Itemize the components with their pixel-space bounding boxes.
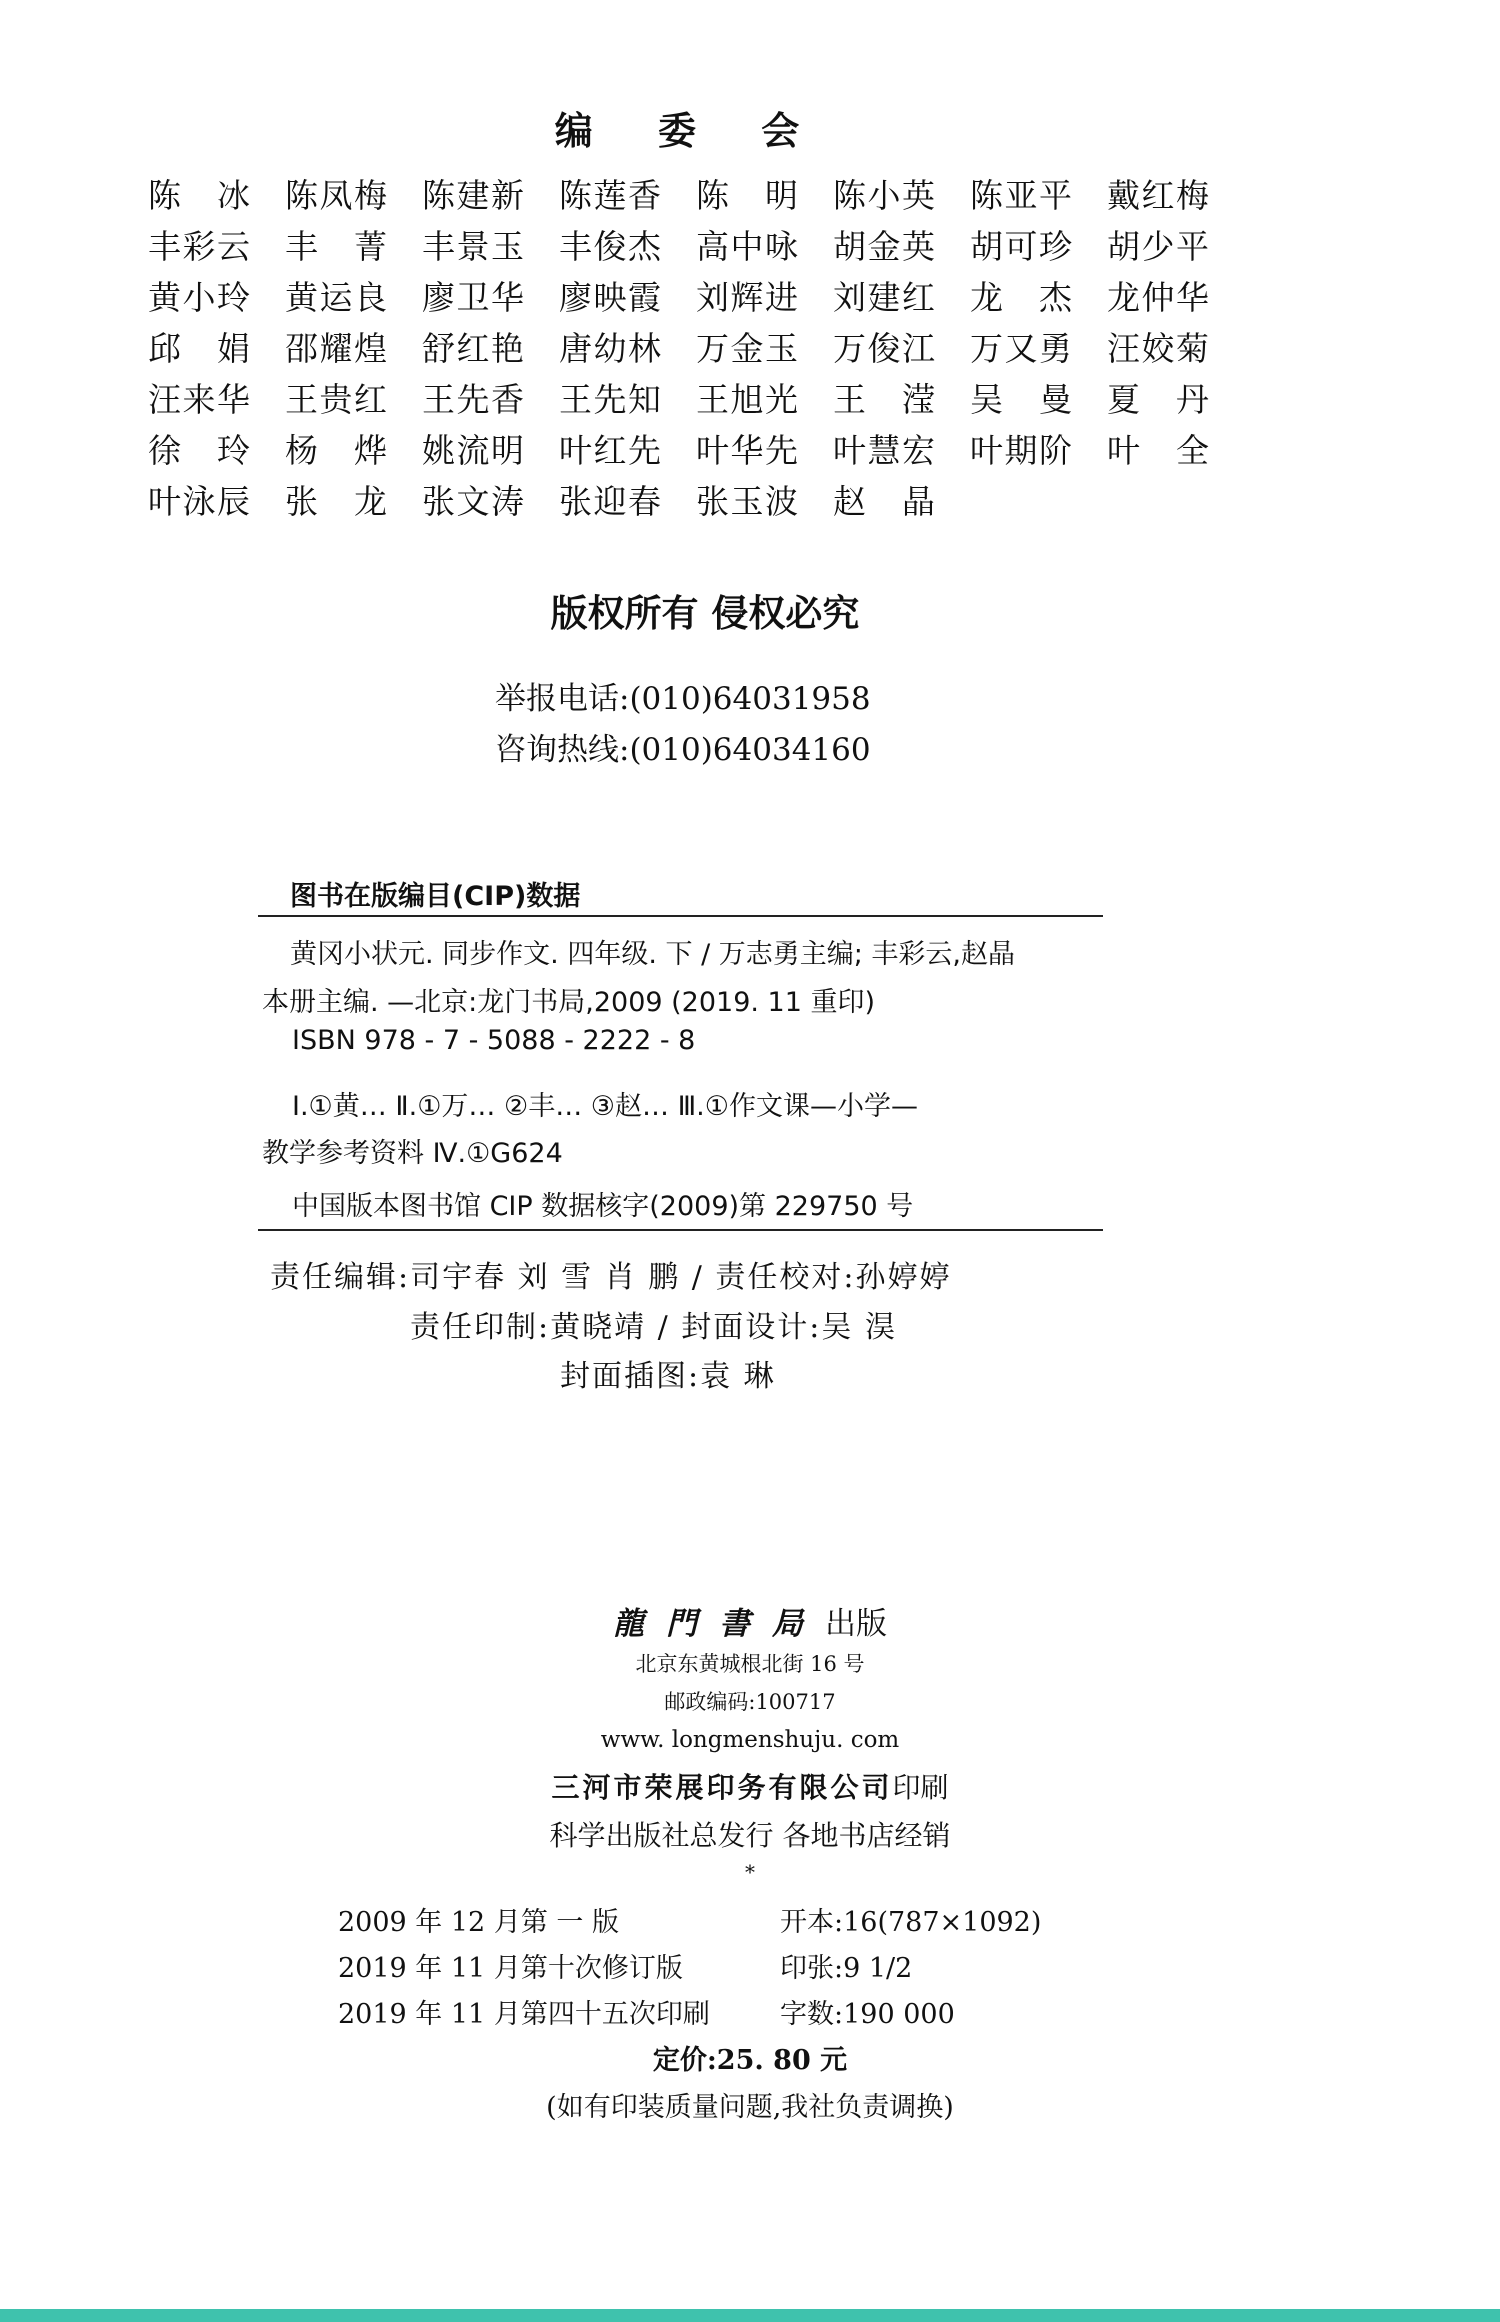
board-member: 叶期阶: [970, 431, 1072, 470]
price: 定价:25. 80 元: [652, 2045, 848, 2076]
board-member: 王先知: [559, 380, 661, 419]
board-member: 叶华先: [696, 431, 798, 470]
board-member: 胡可珍: [970, 227, 1072, 266]
printer-name: 三河市荣展印务有限公司: [551, 1771, 893, 1804]
board-member: 陈小英: [833, 176, 935, 215]
board-member: 张文涛: [422, 482, 524, 521]
board-member: 黄小玲: [148, 278, 250, 317]
consult-phone: 咨询热线:(010)64034160: [495, 732, 871, 768]
board-member: 丰俊杰: [559, 227, 661, 266]
board-member: 唐幼林: [559, 329, 661, 368]
board-member: 吴 曼: [970, 380, 1072, 419]
edition-first: 2009 年 12 月第 一 版: [338, 1907, 619, 1938]
board-member: 陈凤梅: [285, 176, 387, 215]
board-member: 汪来华: [148, 380, 250, 419]
board-member: 陈 冰: [148, 176, 250, 215]
publisher-postcode: 邮政编码:100717: [664, 1690, 836, 1714]
board-member: 赵 晶: [833, 482, 935, 521]
board-member: 丰彩云: [148, 227, 250, 266]
board-member: 姚流明: [422, 431, 524, 470]
board-member: 丰 菁: [285, 227, 387, 266]
cip-top-divider: [258, 915, 1103, 917]
board-member: 舒红艳: [422, 329, 524, 368]
distribution-line: 科学出版社总发行 各地书店经销: [549, 1819, 951, 1852]
board-member: 王先香: [422, 380, 524, 419]
board-member: 戴红梅: [1107, 176, 1209, 215]
printer-line: [0, 1766, 1500, 1806]
cip-line-isbn: ISBN 978 - 7 - 5088 - 2222 - 8: [292, 1025, 696, 1056]
board-member: 杨 烨: [285, 431, 387, 470]
board-member: 叶慧宏: [833, 431, 935, 470]
board-member: 夏 丹: [1107, 380, 1209, 419]
cip-title: 图书在版编目(CIP)数据: [290, 881, 581, 912]
staff-illustration: 封面插图:袁 琳: [560, 1359, 776, 1394]
board-member: 张 龙: [285, 482, 387, 521]
publisher-website: www. longmenshuju. com: [600, 1727, 900, 1753]
staff-printing-design: 责任印制:黄晓靖 / 封面设计:吴 淏: [410, 1310, 897, 1345]
board-member: 廖卫华: [422, 278, 524, 317]
copyright-notice: 版权所有 侵权必究: [550, 592, 860, 635]
board-member: 邵耀煌: [285, 329, 387, 368]
board-member: 胡金英: [833, 227, 935, 266]
board-member: 万俊江: [833, 329, 935, 368]
cip-bottom-divider: [258, 1229, 1103, 1231]
board-member: 叶泳辰: [148, 482, 250, 521]
edition-sheets: 印张:9 1/2: [780, 1953, 913, 1984]
board-member: 陈建新: [422, 176, 524, 215]
board-member: 张迎春: [559, 482, 661, 521]
cip-line-subjects: Ⅰ.①黄… Ⅱ.①万… ②丰… ③赵… Ⅲ.①作文课—小学—: [292, 1091, 918, 1122]
edition-printing: 2019 年 11 月第四十五次印刷: [338, 1999, 710, 2030]
edition-format: 开本:16(787×1092): [780, 1907, 1042, 1938]
board-member: 徐 玲: [148, 431, 250, 470]
board-member: 万金玉: [696, 329, 798, 368]
board-member: 汪姣菊: [1107, 329, 1209, 368]
board-member: 龙仲华: [1107, 278, 1209, 317]
bottom-color-rule: [0, 2309, 1500, 2322]
cip-line-classification: 教学参考资料 Ⅳ.①G624: [262, 1138, 563, 1169]
board-member: 万又勇: [970, 329, 1072, 368]
board-member: 丰景玉: [422, 227, 524, 266]
board-member: 邱 娟: [148, 329, 250, 368]
board-member: 黄运良: [285, 278, 387, 317]
separator-star: *: [745, 1860, 755, 1884]
warranty-notice: (如有印装质量问题,我社负责调换): [546, 2092, 954, 2123]
cip-line-publisher: 本册主编. —北京:龙门书局,2009 (2019. 11 重印): [262, 987, 876, 1018]
printer-suffix: 印刷: [892, 1771, 949, 1804]
publisher-logo: 龍門書局: [613, 1606, 825, 1642]
board-member: 王 滢: [833, 380, 935, 419]
board-member: 陈 明: [696, 176, 798, 215]
board-member: 刘建红: [833, 278, 935, 317]
editorial-board-members: [148, 178, 1238, 520]
board-member: 张玉波: [696, 482, 798, 521]
board-member: 胡少平: [1107, 227, 1209, 266]
cip-line-record-number: 中国版本图书馆 CIP 数据核字(2009)第 229750 号: [292, 1191, 914, 1222]
report-phone: 举报电话:(010)64031958: [495, 681, 871, 717]
board-member: 刘辉进: [696, 278, 798, 317]
staff-editors: 责任编辑:司宇春 刘 雪 肖 鹏 / 责任校对:孙婷婷: [270, 1260, 952, 1295]
board-member: 叶红先: [559, 431, 661, 470]
cip-line-title: 黄冈小状元. 同步作文. 四年级. 下 / 万志勇主编; 丰彩云,赵晶: [290, 939, 1016, 970]
board-member: 高中咏: [696, 227, 798, 266]
board-member: 廖映霞: [559, 278, 661, 317]
publisher-address: 北京东黄城根北街 16 号: [635, 1652, 865, 1676]
board-member: 叶 全: [1107, 431, 1209, 470]
editorial-board-title: 编 委 会: [554, 108, 826, 153]
board-member: 王旭光: [696, 380, 798, 419]
publisher-suffix: 出版: [825, 1606, 887, 1642]
board-member: 龙 杰: [970, 278, 1072, 317]
board-member: 王贵红: [285, 380, 387, 419]
publisher-line: [0, 1598, 1500, 1643]
edition-word-count: 字数:190 000: [780, 1999, 955, 2030]
board-member: 陈莲香: [559, 176, 661, 215]
board-member: 陈亚平: [970, 176, 1072, 215]
edition-revision: 2019 年 11 月第十次修订版: [338, 1953, 683, 1984]
